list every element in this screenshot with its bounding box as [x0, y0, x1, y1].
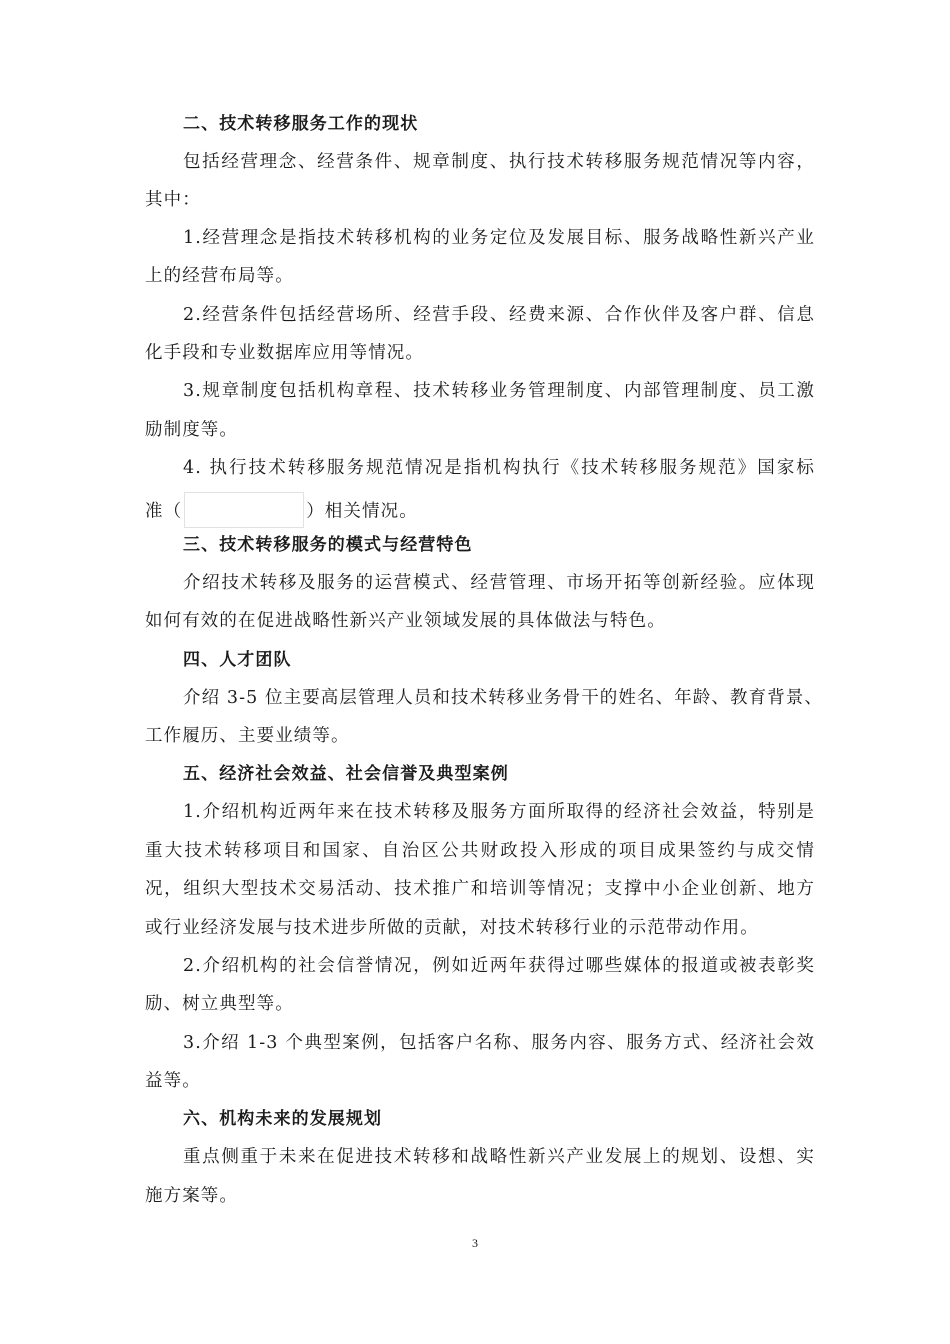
paragraph-line: 2.经营条件包括经营场所、经营手段、经费来源、合作伙伴及客户群、信息 — [183, 305, 815, 325]
page-number: 3 — [472, 1236, 478, 1250]
paragraph-line: 施方案等。 — [145, 1186, 238, 1206]
paragraph-line: 况，组织大型技术交易活动、技术推广和培训等情况；支撑中小企业创新、地方 — [145, 879, 815, 899]
paragraph-line: 2.介绍机构的社会信誉情况，例如近两年获得过哪些媒体的报道或被表彰奖 — [183, 956, 815, 976]
paragraph-line: 介绍技术转移及服务的运营模式、经营管理、市场开拓等创新经验。应体现 — [183, 573, 815, 593]
paragraph-line: 如何有效的在促进战略性新兴产业领域发展的具体做法与特色。 — [145, 611, 666, 631]
paragraph-line: 其中： — [145, 190, 201, 210]
paragraph-line: 3.规章制度包括机构章程、技术转移业务管理制度、内部管理制度、员工激 — [183, 381, 815, 401]
paragraph-text: ）相关情况。 — [306, 501, 418, 522]
paragraph-line: 或行业经济发展与技术进步所做的贡献，对技术转移行业的示范带动作用。 — [145, 918, 759, 938]
paragraph-line: 励、树立典型等。 — [145, 994, 294, 1014]
paragraph-line-with-blank — [145, 494, 815, 530]
paragraph-line: 包括经营理念、经营条件、规章制度、执行技术转移服务规范情况等内容， — [183, 152, 815, 172]
paragraph-line: 3.介绍 1-3 个典型案例，包括客户名称、服务内容、服务方式、经济社会效 — [183, 1033, 815, 1053]
paragraph-line: 工作履历、主要业绩等。 — [145, 726, 350, 746]
section-heading-6: 六、机构未来的发展规划 — [183, 1109, 383, 1129]
paragraph-line: 重大技术转移项目和国家、自治区公共财政投入形成的项目成果签约与成交情 — [145, 841, 815, 861]
paragraph-line: 励制度等。 — [145, 420, 238, 440]
paragraph-line: 介绍 3-5 位主要高层管理人员和技术转移业务骨干的姓名、年龄、教育背景、 — [183, 688, 824, 708]
section-heading-2: 二、技术转移服务工作的现状 — [183, 114, 419, 134]
paragraph-line: 上的经营布局等。 — [145, 266, 294, 286]
paragraph-line: 4. 执行技术转移服务规范情况是指机构执行《技术转移服务规范》国家标 — [183, 458, 815, 478]
paragraph-line: 1.经营理念是指技术转移机构的业务定位及发展目标、服务战略性新兴产业 — [183, 228, 815, 248]
paragraph-line: 重点侧重于未来在促进技术转移和战略性新兴产业发展上的规划、设想、实 — [183, 1147, 815, 1167]
section-heading-5: 五、经济社会效益、社会信誉及典型案例 — [183, 764, 509, 784]
paragraph-text: 准（ — [145, 501, 183, 522]
paragraph-line: 1.介绍机构近两年来在技术转移及服务方面所取得的经济社会效益，特别是 — [183, 802, 815, 822]
paragraph-line: 益等。 — [145, 1071, 201, 1091]
section-heading-3: 三、技术转移服务的模式与经营特色 — [183, 535, 473, 555]
standard-number-field[interactable] — [184, 492, 304, 528]
paragraph-line: 化手段和专业数据库应用等情况。 — [145, 343, 424, 363]
section-heading-4: 四、人才团队 — [183, 650, 292, 670]
